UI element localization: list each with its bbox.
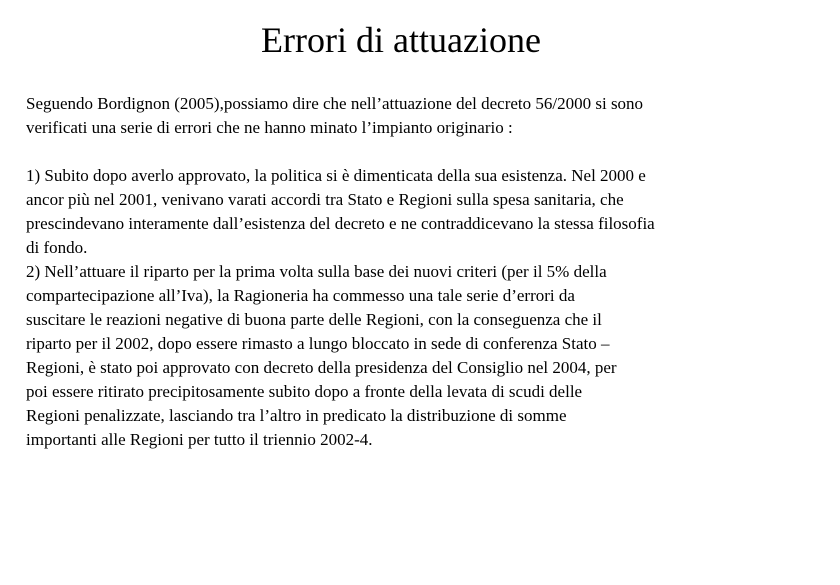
point-2-line: importanti alle Regioni per tutto il triennio 2002-4. — [26, 430, 373, 449]
point-2-line: poi essere ritirato precipitosamente subito dopo a fronte della levata di scudi delle — [26, 382, 583, 401]
point-1-line: di fondo. — [26, 238, 88, 257]
point-1-line: prescindevano interamente dall’esistenza del decreto e ne contraddicevano la stessa filosofia — [26, 214, 655, 233]
point-2-line: 2) Nell’attuare il riparto per la prima volta sulla base dei nuovi criteri (per il 5% della — [26, 262, 607, 281]
point-2-line: Regioni penalizzate, lasciando tra l’altro in predicato la distribuzione di somme — [26, 406, 567, 425]
page-title: Errori di attuazione — [261, 20, 541, 60]
intro-line: verificati una serie di errori che ne hanno minato l’impianto originario : — [26, 118, 513, 137]
point-2-line: compartecipazione all’Iva), la Ragioneria ha commesso una tale serie d’errori da — [26, 286, 575, 305]
point-2-line: suscitare le reazioni negative di buona parte delle Regioni, con la conseguenza che il — [26, 310, 602, 329]
point-1-line: ancor più nel 2001, venivano varati accordi tra Stato e Regioni sulla spesa sanitaria, che — [26, 190, 624, 209]
point-2-line: Regioni, è stato poi approvato con decreto della presidenza del Consiglio nel 2004, per — [26, 358, 617, 377]
intro-line: Seguendo Bordignon (2005),possiamo dire che nell’attuazione del decreto 56/2000 si sono — [26, 94, 644, 113]
point-1-line: 1) Subito dopo averlo approvato, la politica si è dimenticata della sua esistenza. Nel 2000 e — [26, 166, 646, 185]
point-2-line: riparto per il 2002, dopo essere rimasto a lungo bloccato in sede di conferenza Stato – — [26, 334, 610, 353]
